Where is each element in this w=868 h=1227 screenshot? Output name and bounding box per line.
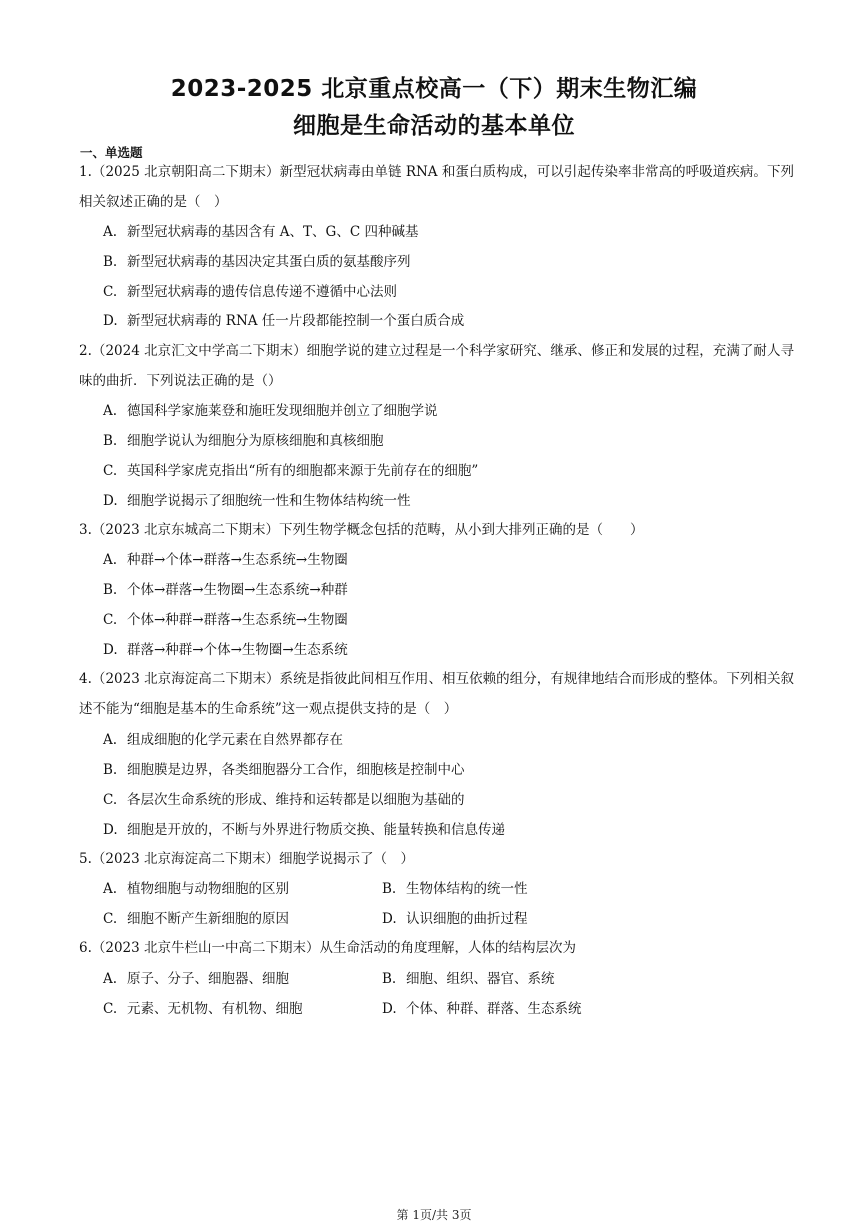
question-5-option-d: [382, 909, 528, 929]
option-letter: B.: [103, 254, 118, 270]
option-letter: C.: [103, 284, 118, 300]
question-2-option-b: [103, 431, 384, 451]
question-2-stem: 2.（2024 北京汇文中学高二下期末）细胞学说的建立过程是一个科学家研究、继承、修正和发展的过程，充满了耐人寻味的曲折．下列说法正确的是（）: [79, 343, 794, 389]
option-text: 德国科学家施莱登和施旺发现细胞并创立了细胞学说: [127, 403, 438, 419]
option-text: 细胞不断产生新细胞的原因: [127, 911, 289, 927]
question-1-option-a: [103, 222, 418, 242]
option-text: 植物细胞与动物细胞的区别: [127, 881, 289, 897]
option-text: 生物体结构的统一性: [406, 881, 528, 897]
document-subtitle: 细胞是生命活动的基本单位: [293, 113, 575, 139]
option-text: 组成细胞的化学元素在自然界都存在: [127, 732, 343, 748]
question-1-stem: 1.（2025 北京朝阳高二下期末）新型冠状病毒由单链 RNA 和蛋白质构成，可以引起传染率非常高的呼吸道疾病。下列相关叙述正确的是（ ）: [79, 164, 794, 210]
question-4-stem: 4.（2023 北京海淀高二下期末）系统是指彼此间相互作用、相互依赖的组分，有规律地结合而形成的整体。下列相关叙述不能为“细胞是基本的生命系统”这一观点提供支持的是（ ）: [79, 671, 794, 717]
option-text: 认识细胞的曲折过程: [406, 911, 528, 927]
page-footer: 第 1页/共 3页: [396, 1208, 472, 1222]
option-letter: D.: [382, 911, 397, 927]
question-3-option-b: [103, 580, 348, 600]
question-4-option-b: [103, 760, 465, 780]
option-text: 个体、种群、群落、生态系统: [406, 1001, 582, 1017]
option-letter: A.: [103, 224, 118, 240]
question-3-option-a: [103, 550, 348, 570]
question-1-option-c: [103, 282, 397, 302]
option-text: 各层次生命系统的形成、维持和运转都是以细胞为基础的: [127, 792, 465, 808]
question-6-option-d: [382, 999, 582, 1019]
option-letter: D.: [382, 1001, 397, 1017]
option-text: 细胞学说揭示了细胞统一性和生物体结构统一性: [127, 493, 411, 509]
option-text: 细胞、组织、器官、系统: [406, 971, 555, 987]
question-1-option-d: [103, 311, 464, 331]
option-letter: C.: [103, 792, 118, 808]
option-letter: B.: [103, 582, 118, 598]
question-4-option-c: [103, 790, 465, 810]
question-2-option-c: [103, 461, 478, 481]
question-3-option-d: [103, 640, 348, 660]
question-2-option-d: [103, 491, 411, 511]
question-4-option-a: [103, 730, 343, 750]
option-text: 英国科学家虎克指出“所有的细胞都来源于先前存在的细胞”: [127, 463, 479, 479]
option-letter: B.: [382, 971, 397, 987]
question-1-option-b: [103, 252, 411, 272]
option-letter: A.: [103, 881, 118, 897]
question-6-option-b: [382, 969, 555, 989]
option-text: 新型冠状病毒的基因含有 A、T、G、C 四种碱基: [127, 224, 419, 240]
section-heading: 一、单选题: [80, 145, 143, 160]
question-5-option-b: [382, 879, 528, 899]
question-4-option-d: [103, 820, 505, 840]
option-letter: D.: [103, 822, 118, 838]
option-text: 细胞学说认为细胞分为原核细胞和真核细胞: [127, 433, 384, 449]
question-6-option-a: [103, 969, 289, 989]
option-text: 种群→个体→群落→生态系统→生物圈: [127, 552, 348, 568]
question-3-stem: 3.（2023 北京东城高二下期末）下列生物学概念包括的范畴，从小到大排列正确的是（ ）: [79, 522, 644, 538]
option-letter: A.: [103, 971, 118, 987]
option-text: 新型冠状病毒的基因决定其蛋白质的氨基酸序列: [127, 254, 411, 270]
question-6-option-c: [103, 999, 303, 1019]
option-text: 元素、无机物、有机物、细胞: [127, 1001, 303, 1017]
option-letter: C.: [103, 612, 118, 628]
option-text: 新型冠状病毒的遗传信息传递不遵循中心法则: [127, 284, 397, 300]
document-title: 2023-2025 北京重点校高一（下）期末生物汇编: [170, 76, 698, 102]
option-letter: A.: [103, 732, 118, 748]
option-letter: D.: [103, 642, 118, 658]
option-text: 原子、分子、细胞器、细胞: [127, 971, 289, 987]
option-letter: C.: [103, 911, 118, 927]
option-text: 细胞膜是边界，各类细胞器分工合作，细胞核是控制中心: [127, 762, 465, 778]
option-text: 群落→种群→个体→生物圈→生态系统: [127, 642, 348, 658]
option-letter: D.: [103, 313, 118, 329]
question-2-option-a: [103, 401, 438, 421]
option-letter: B.: [103, 433, 118, 449]
option-text: 个体→种群→群落→生态系统→生物圈: [127, 612, 348, 628]
option-letter: A.: [103, 552, 118, 568]
option-letter: B.: [103, 762, 118, 778]
option-letter: C.: [103, 463, 118, 479]
option-text: 细胞是开放的，不断与外界进行物质交换、能量转换和信息传递: [127, 822, 505, 838]
question-6-stem: 6.（2023 北京牛栏山一中高二下期末）从生命活动的角度理解，人体的结构层次为: [79, 940, 577, 956]
question-3-option-c: [103, 610, 348, 630]
option-letter: D.: [103, 493, 118, 509]
option-letter: B.: [382, 881, 397, 897]
option-letter: A.: [103, 403, 118, 419]
question-5-stem: 5.（2023 北京海淀高二下期末）细胞学说揭示了（ ）: [79, 851, 415, 867]
question-5-option-a: [103, 879, 289, 899]
option-text: 个体→群落→生物圈→生态系统→种群: [127, 582, 348, 598]
option-text: 新型冠状病毒的 RNA 任一片段都能控制一个蛋白质合成: [127, 313, 465, 329]
question-5-option-c: [103, 909, 289, 929]
option-letter: C.: [103, 1001, 118, 1017]
